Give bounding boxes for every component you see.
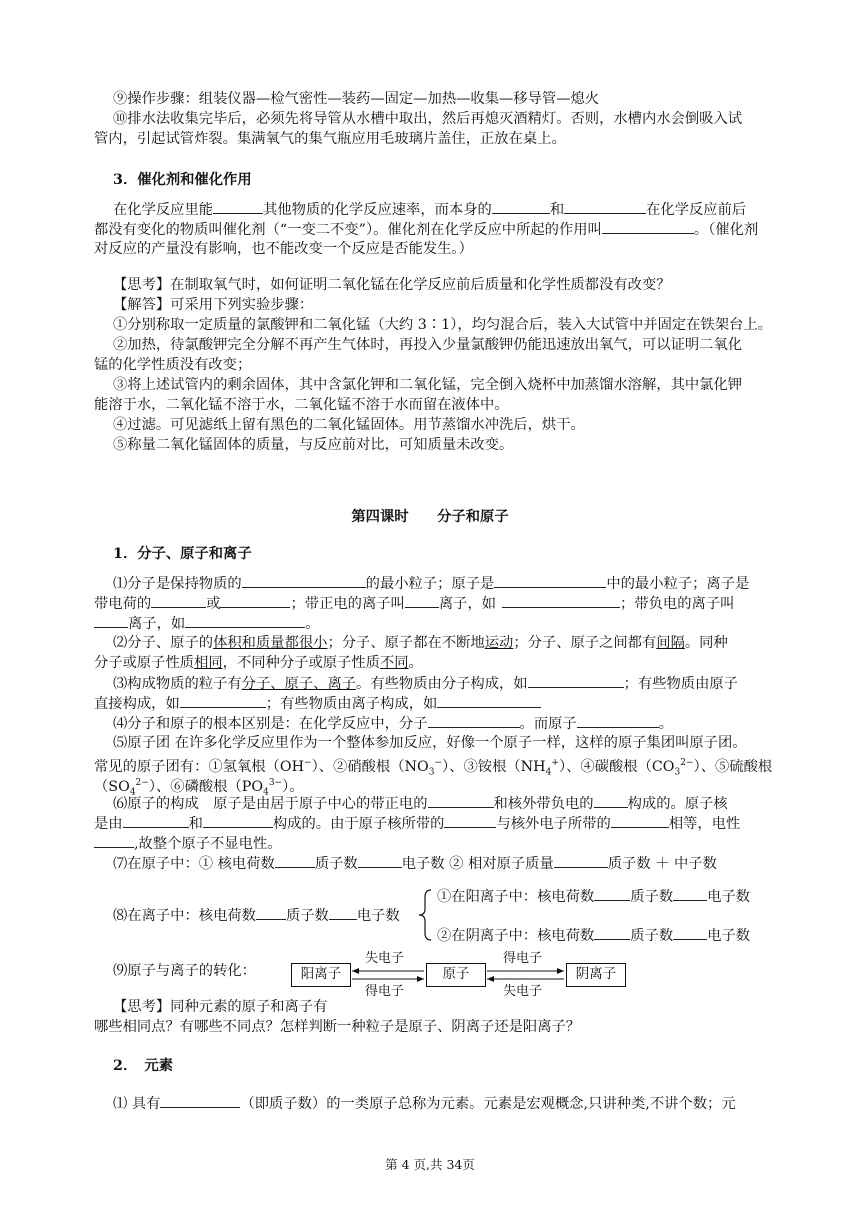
s1-line-4	[113, 633, 728, 653]
blank	[275, 853, 315, 868]
text: ）、③铵根（NH	[442, 758, 546, 775]
answer-intro: 【解答】可采用下列实验步骤：	[113, 297, 314, 313]
text: （SO	[94, 778, 130, 795]
text: ②在阴离子中：核电荷数	[437, 928, 595, 944]
blank	[564, 199, 646, 214]
blank	[428, 713, 520, 728]
blank	[428, 793, 494, 808]
text: ,故整个原子不显电性。	[134, 836, 282, 852]
text: 分子或原子性质	[94, 655, 195, 671]
s1-line-1	[113, 573, 749, 594]
blank	[577, 713, 659, 728]
text: 常见的原子团有：①氢氧根（OH	[94, 758, 305, 775]
text: 都没有变化的物质叫催化剂（“一变二不变”）。催化剂在化学反应中所起的作用叫	[94, 222, 602, 238]
think-question: 【思考】在制取氧气时，如何证明二氧化锰在化学反应前后质量和化学性质都没有改变？	[113, 277, 671, 293]
text: ⑻在离子中：核电荷数	[113, 908, 256, 924]
text: 质子数 ＋ 中子数	[607, 856, 717, 872]
text: 和核外带负电的	[493, 796, 594, 812]
page-footer: 第 4 页,共 34页	[385, 1157, 475, 1172]
blank	[502, 593, 620, 608]
blank	[256, 905, 286, 920]
s1-line-5	[94, 653, 423, 673]
text: 是由	[94, 816, 123, 832]
text: 和	[188, 816, 203, 832]
text: 。有些物质由分子构成，如	[356, 676, 528, 692]
blank	[94, 833, 134, 848]
blank	[185, 613, 305, 628]
answer-step-2-line-1: ②加热，待氯酸钾完全分解不再产生气体时，再投入少量氯酸钾仍能迅速放出氧气，可以证明二氧化	[113, 337, 743, 353]
superscript: 2−	[680, 758, 694, 768]
s2-line-1	[113, 1093, 736, 1114]
subscript: 4	[263, 787, 269, 798]
superscript: 2−	[135, 778, 149, 788]
text: ）、④碳酸根（CO	[558, 758, 675, 775]
subscript: 4	[129, 787, 136, 798]
blank	[358, 853, 402, 868]
text: 在化学反应前后	[646, 202, 747, 218]
underlined-answer: 不同	[379, 655, 409, 671]
s1-line-8	[113, 713, 673, 734]
text: 与核外电子所带的	[496, 816, 611, 832]
text: ）、⑥磷酸根（PO	[148, 778, 264, 795]
anion-box: 阴离子	[566, 963, 626, 987]
s1-line-2	[94, 593, 734, 614]
blank	[180, 693, 266, 708]
blank	[437, 693, 541, 708]
text: 。	[305, 616, 320, 632]
text: 直接构成，如	[94, 696, 180, 712]
catalyst-heading: 3．催化剂和催化作用	[113, 172, 252, 188]
text: ⑴ 具有	[113, 1096, 161, 1112]
answer-step-1: ①分别称取一定质量的氯酸钾和二氧化锰（大约 3∶1），均匀混合后，装入大试管中并固定在铁架台上。	[113, 317, 772, 333]
text: 其他物质的化学反应速率，而本身的	[263, 202, 492, 218]
atom-box: 原子	[426, 963, 486, 987]
subscript: 3	[428, 767, 435, 778]
text: 构成的。由于原子核所带的	[272, 816, 445, 832]
text: ；有些物质由离子构成，如	[265, 696, 438, 712]
text: 质子数	[630, 889, 674, 905]
lesson-title: 第四课时 分子和原子	[351, 509, 509, 525]
blank	[611, 813, 669, 828]
answer-step-5: ⑤称量二氧化锰固体的质量，与反应前对比，可知质量未改变。	[113, 437, 514, 453]
superscript: 3−	[268, 778, 283, 788]
text: 离子，如	[438, 596, 497, 612]
gain-electron-label: 得电子	[365, 984, 405, 999]
blank	[242, 573, 366, 588]
lose-electron-label: 失电子	[503, 984, 543, 999]
text: ，不同种分子或原子性质	[222, 655, 380, 671]
text: ①在阳离子中：核电荷数	[437, 889, 595, 905]
answer-step-3-line-2: 能溶于水，二氧化锰不溶于水，二氧化锰不溶于水而留在液体中。	[94, 397, 509, 413]
text: ；带正电的离子叫	[290, 596, 405, 612]
text: 离子，如	[128, 616, 186, 632]
s1-line-14	[94, 833, 282, 854]
s1-line-12	[113, 793, 728, 814]
blank	[494, 573, 606, 588]
text: 在化学反应里能	[113, 202, 214, 218]
text: 质子数	[314, 856, 358, 872]
blank	[213, 199, 263, 214]
text: 。（催化剂	[693, 222, 759, 238]
think-ion-atom-1: 【思考】同种元素的原子和离子有	[113, 999, 328, 1015]
text: 电子数	[356, 908, 400, 924]
s1-line-3	[94, 613, 319, 634]
subscript: 4	[545, 767, 552, 778]
text: ；有些物质由原子	[623, 676, 738, 692]
text: ⑺在原子中：① 核电荷数	[113, 856, 275, 872]
text: 带电荷的	[94, 596, 152, 612]
lose-gain-arrows-left	[350, 966, 426, 984]
text: ；分子、原子之间都有	[513, 635, 657, 651]
text: （即质子数）的一类原子总称为元素。元素是宏观概念,只讲种类,不讲个数；元	[240, 1096, 736, 1112]
think-ion-atom-2: 哪些相同点？有哪些不同点？怎样判断一种粒子是原子、阴离子还是阳离子？	[94, 1019, 581, 1035]
text: 或	[206, 596, 221, 612]
text: ⑹原子的构成 原子是由居于原子中心的带正电的	[113, 796, 428, 812]
superscript: +	[551, 758, 559, 768]
text: 质子数	[285, 908, 329, 924]
text: ⑷分子和原子的根本区别是：在化学反应中，分子	[113, 716, 428, 732]
catalyst-para-line-3: 对反应的产量没有影响，也不能改变一个反应是否能发生。）	[94, 241, 473, 257]
text: 构成的。原子核	[627, 796, 728, 812]
underlined-answer: 分子、原子、离子	[241, 676, 357, 692]
underlined-answer: 间隔	[656, 635, 685, 651]
answer-step-2-line-2: 锰的化学性质没有改变；	[94, 357, 252, 373]
catalyst-para-line-2	[94, 219, 758, 240]
text: 。	[408, 655, 423, 671]
anion-charge-relation	[437, 925, 750, 946]
blank	[673, 886, 707, 901]
s1-line-6	[113, 673, 738, 694]
cation-charge-relation	[437, 886, 750, 907]
text: ⑴分子是保持物质的	[113, 576, 242, 592]
blank	[444, 813, 496, 828]
blank	[594, 925, 630, 940]
s1-line-9: ⑸原子团 在许多化学反应里作为一个整体参加反应，好像一个原子一样，这样的原子集团叫原子团。	[113, 735, 747, 751]
underlined-answer: 相同	[194, 655, 223, 671]
cation-box: 阳离子	[291, 963, 351, 987]
step-9: ⑨操作步骤：组装仪器—检气密性—装药—固定—加热—收集—移导管—熄火	[113, 91, 600, 107]
text: 。同种	[684, 635, 728, 651]
blank	[94, 613, 128, 628]
text: 质子数	[630, 928, 674, 944]
text: ）、⑤硫酸根	[693, 758, 773, 775]
blank	[594, 793, 628, 808]
subscript: 3	[674, 767, 681, 778]
text: 电子数 ② 相对原子质量	[401, 856, 554, 872]
gain-lose-arrows-right	[485, 966, 566, 984]
blank	[594, 886, 630, 901]
section-2-heading: 2． 元素	[113, 1058, 173, 1074]
lose-electron-label: 失电子	[365, 951, 405, 966]
text: 电子数	[707, 889, 751, 905]
text: 电子数	[707, 928, 751, 944]
text: 相等，电性	[668, 816, 741, 832]
blank	[602, 219, 694, 234]
text: ⑵分子、原子的	[113, 635, 214, 651]
text: 中的最小粒子；离子是	[606, 576, 750, 592]
blank	[203, 813, 273, 828]
answer-step-4: ④过滤。可见滤纸上留有黑色的二氧化锰固体。用节蒸馏水冲洗后，烘干。	[113, 417, 585, 433]
text: ）。	[282, 778, 304, 795]
s1-line-15	[113, 853, 717, 874]
underlined-answer: 运动	[484, 635, 514, 651]
blank	[220, 593, 290, 608]
blank	[329, 905, 357, 920]
text: ；分子、原子都在不断地	[327, 635, 485, 651]
text: ）、②硝酸根（NO	[311, 758, 429, 775]
blank	[123, 813, 189, 828]
text: ；带负电的离子叫	[620, 596, 735, 612]
blank	[151, 593, 206, 608]
step-10-line-2: 管内，引起试管炸裂。集满氧气的集气瓶应用毛玻璃片盖住，正放在桌上。	[94, 131, 566, 147]
blank	[492, 199, 550, 214]
blank	[528, 673, 624, 688]
section-1-heading: 1．分子、原子和离子	[113, 546, 252, 562]
blank	[554, 853, 608, 868]
superscript: −	[434, 758, 443, 768]
underlined-answer: 体积和质量都很小	[213, 635, 328, 651]
text: 。	[658, 716, 674, 732]
s1-line-17: ⑼原子与离子的转化：	[113, 963, 256, 979]
blank	[405, 593, 439, 608]
answer-step-3-line-1: ③将上述试管内的剩余固体，其中含氯化钾和二氧化锰，完全倒入烧杯中加蒸馏水溶解，其中氯化钾	[113, 377, 743, 393]
text: 的最小粒子；原子是	[365, 576, 495, 592]
text: ⑶构成物质的粒子有	[113, 676, 242, 692]
gain-electron-label: 得电子	[503, 951, 543, 966]
superscript: −	[304, 758, 312, 768]
text: 和	[549, 202, 565, 218]
text: 。而原子	[519, 716, 577, 732]
step-10-line-1: ⑩排水法收集完毕后，必须先将导管从水槽中取出，然后再熄灭酒精灯。否则，水槽内水会倒吸入试	[113, 111, 743, 127]
s1-line-13	[94, 813, 740, 834]
catalyst-para-line-1	[113, 199, 746, 220]
brace-icon	[418, 889, 432, 941]
s1-line-7	[94, 693, 541, 714]
s1-line-16	[113, 905, 400, 926]
blank	[673, 925, 707, 940]
blank	[160, 1093, 240, 1108]
